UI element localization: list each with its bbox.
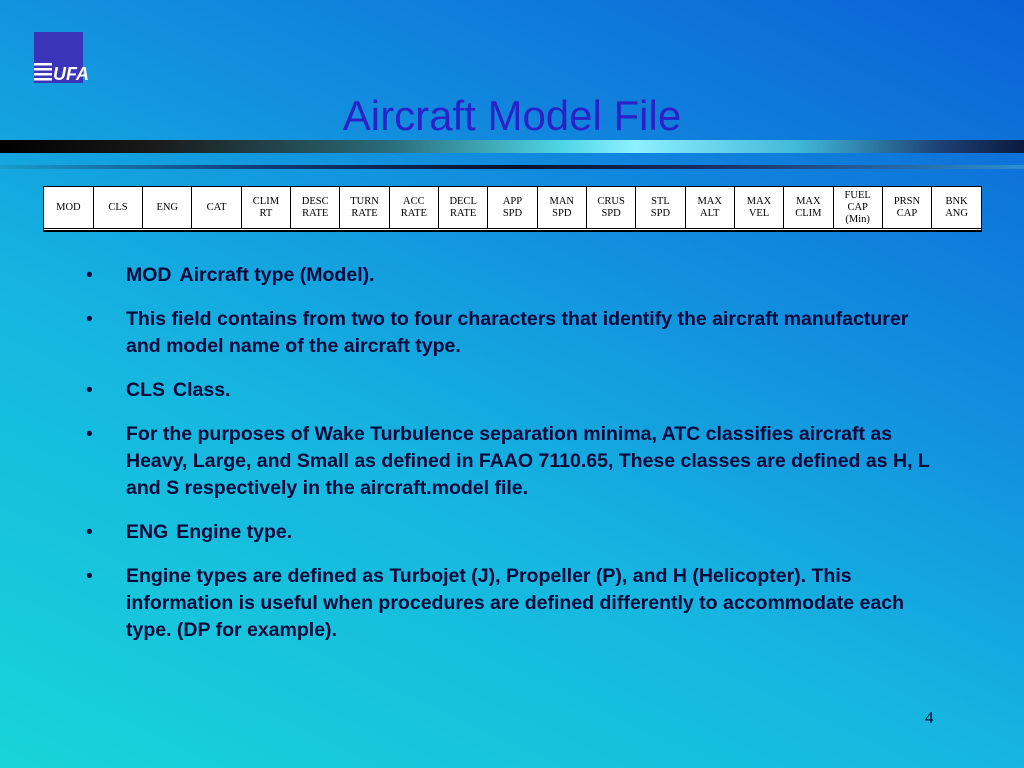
field-term: CLS: [126, 379, 165, 401]
header-cell-line: MAX: [796, 195, 821, 207]
header-cell-line: SPD: [502, 207, 523, 219]
header-cell-line: TURN: [350, 195, 379, 207]
field-term: MOD: [126, 264, 172, 286]
list-item: [86, 519, 946, 546]
divider-top: [0, 140, 1024, 153]
header-cell-line: RATE: [302, 207, 329, 219]
bullet-text: Class.: [173, 379, 231, 401]
bullet-marker: •: [86, 308, 93, 330]
table-header-cell: [241, 187, 290, 230]
table-header-cell: [734, 187, 783, 230]
header-cell-line: APP: [502, 195, 523, 207]
table-header-cell: [488, 187, 537, 230]
table-header-cell: [291, 187, 340, 230]
page-number: 4: [925, 708, 934, 727]
header-cell-line: CLS: [108, 201, 128, 213]
header-cell-line: DESC: [301, 195, 329, 207]
table-header-cell: [833, 187, 882, 230]
table-header-cell: [44, 187, 93, 230]
list-item: [86, 563, 946, 644]
header-cell-line: VEL: [748, 207, 770, 219]
field-header-table: [43, 186, 982, 232]
table-header-cell: [439, 187, 488, 230]
bullet-marker: •: [86, 521, 93, 543]
header-cell-line: CAT: [206, 201, 227, 213]
header-cell-line: PRSN: [893, 195, 921, 207]
table-header-cell: [784, 187, 833, 230]
logo-text: UFA: [53, 64, 89, 84]
ufa-logo-graphic: [34, 32, 89, 84]
bullet-text: This field contains from two to four characters that identify the aircraft manufacturer and model name of the aircraft type.: [126, 308, 909, 357]
table-header-cell: [586, 187, 635, 230]
header-cell-line: FUEL: [844, 189, 871, 201]
table-header-cell: [143, 187, 192, 230]
bullet-text: Engine types are defined as Turbojet (J), Propeller (P), and H (Helicopter). This information is useful when procedures are defined differently to accommodate each type. (DP for example).: [126, 565, 905, 641]
header-cell-line: SPD: [601, 207, 621, 219]
header-cell-line: RATE: [400, 207, 427, 219]
table-header-cell: [537, 187, 586, 230]
bullet-text: Engine type.: [176, 521, 293, 543]
header-cell-line: SPD: [650, 207, 671, 219]
list-item: [86, 306, 946, 360]
table-header-cell: [882, 187, 931, 230]
bullet-marker: •: [86, 565, 93, 587]
header-cell-line: CAP: [896, 207, 918, 219]
header-cell-line: RATE: [450, 207, 477, 219]
header-cell-line: MOD: [56, 201, 81, 213]
header-cell-line: MAX: [746, 195, 772, 207]
ufa-logo: [34, 32, 89, 84]
header-cell-line: DECL: [449, 195, 477, 207]
header-cell-line: RATE: [351, 207, 378, 219]
table-header-cell: [340, 187, 389, 230]
bullet-text: For the purposes of Wake Turbulence separation minima, ATC classifies aircraft as Heavy, Large, and Small as defined in FAAO 7110.65, These classes are defined as H, L and S respectively in the aircraft.model file.: [126, 423, 930, 499]
list-item: [86, 262, 946, 289]
bullet-marker: •: [86, 264, 93, 286]
header-cell-line: ENG: [156, 201, 179, 213]
table-header-cell: [685, 187, 734, 230]
table-header-row: [44, 187, 981, 230]
page-title: Aircraft Model File: [342, 92, 682, 139]
header-cell-line: ALT: [699, 207, 720, 219]
field-table: [44, 187, 981, 231]
header-cell-line: CLIM: [795, 207, 822, 219]
table-header-cell: [93, 187, 142, 230]
field-term: ENG: [126, 521, 169, 543]
header-cell-line: CRUS: [597, 195, 625, 207]
header-cell-line: BNK: [945, 195, 968, 207]
header-cell-line: MAX: [697, 195, 722, 207]
header-cell-line: CAP: [847, 201, 868, 213]
table-header-cell: [932, 187, 981, 230]
header-cell-line: RT: [259, 207, 273, 219]
table-header-cell: [389, 187, 438, 230]
table-header-cell: [192, 187, 241, 230]
header-cell-line: ACC: [403, 195, 425, 207]
header-cell-line: CLIM: [252, 195, 280, 207]
bullet-marker: •: [86, 379, 93, 401]
list-item: [86, 377, 946, 404]
header-cell-line: MAN: [549, 195, 575, 207]
bullet-text: Aircraft type (Model).: [179, 264, 375, 286]
header-cell-line: (Min): [845, 213, 870, 225]
bullet-marker: •: [86, 423, 93, 445]
table-header-cell: [636, 187, 685, 230]
bullet-list: [86, 262, 946, 661]
list-item: [86, 421, 946, 502]
header-cell-line: ANG: [945, 207, 968, 219]
header-cell-line: SPD: [552, 207, 572, 219]
divider-bottom: [0, 165, 1024, 169]
header-cell-line: STL: [651, 195, 670, 207]
